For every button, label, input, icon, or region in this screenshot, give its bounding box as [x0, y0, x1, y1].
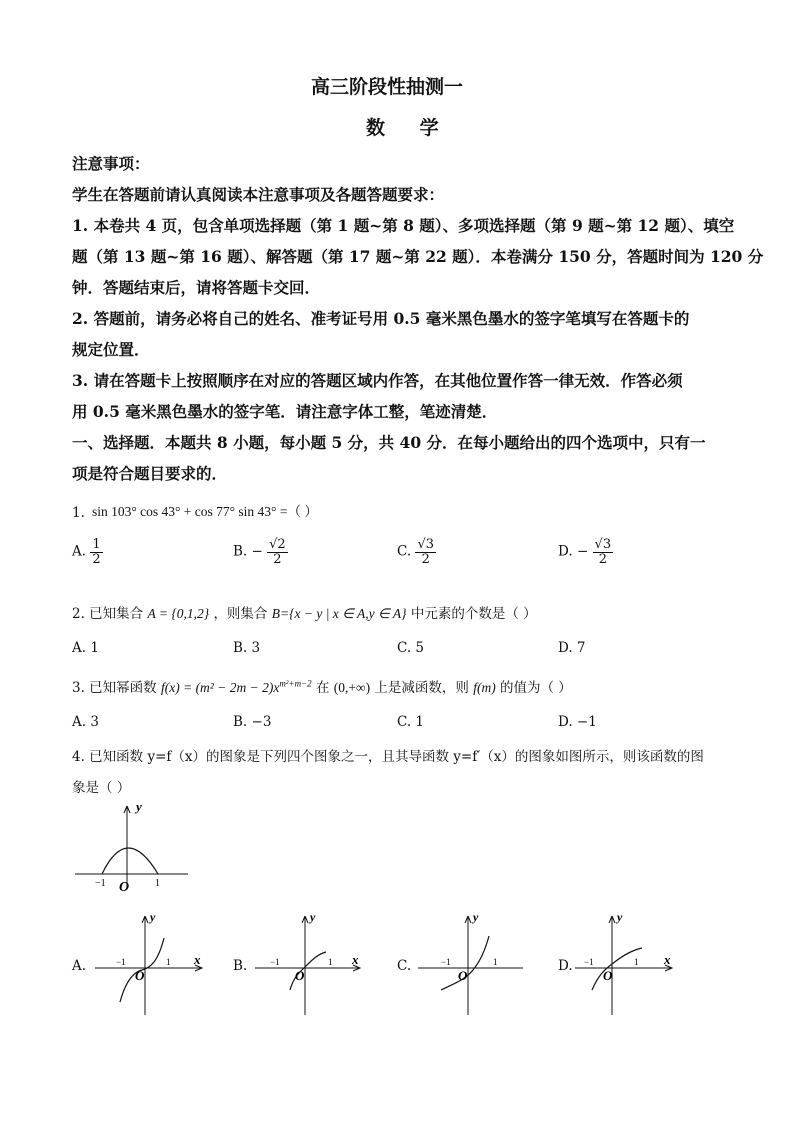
q1-option-d[interactable]	[558, 538, 613, 566]
subject-title: 数 学	[366, 117, 453, 139]
origin-label: O	[295, 968, 305, 983]
section-heading-a: 一、选择题．本题共 8 小题，每小题 5 分，共 40 分．在每小题给出的四个选项中，只有一	[72, 433, 706, 452]
q1-option-c-num: √3	[417, 537, 434, 552]
q4-option-c-label[interactable]: C.	[397, 958, 412, 974]
derivative-curve	[102, 848, 158, 874]
notice-line-3b: 用 0.5 毫米黑色墨水的签字笔．请注意字体工整，笔迹清楚．	[72, 402, 498, 421]
one-label: 1	[328, 957, 333, 967]
notice-line-1c: 钟．答题结束后，请将答题卡交回．	[72, 278, 321, 297]
q3-exponent: m²+m−2	[279, 678, 312, 689]
origin-label: O	[135, 968, 145, 983]
one-label: 1	[166, 957, 171, 967]
q4-option-b-graph[interactable]	[250, 910, 370, 1020]
origin-label: O	[603, 968, 613, 983]
q3-expression: f(x) = (m² − 2m − 2)x	[160, 680, 280, 695]
q1-option-a-label: A.	[72, 543, 87, 560]
q1-number: 1.	[72, 505, 85, 521]
q1-option-a-num: 1	[92, 537, 101, 552]
q4-option-a-label[interactable]: A.	[72, 958, 87, 974]
notice-line-3a: 3. 请在答题卡上按照顺序在对应的答题区域内作答，在其他位置作答一律无效．作答必须	[72, 371, 683, 390]
q2-stem	[72, 602, 537, 622]
q3-option-d[interactable]: D. −1	[558, 714, 597, 730]
q1-option-a[interactable]	[72, 538, 103, 566]
q4-stem-b: 象是（ ）	[72, 780, 131, 796]
q1-option-d-num: √3	[594, 537, 612, 552]
neg-one-label: −1	[584, 957, 594, 967]
q2-set-a: A = {0,1,2}	[147, 606, 210, 621]
q3-stem-d: 的值为（ ）	[500, 680, 572, 696]
q1-option-d-den: 2	[598, 551, 607, 567]
q4-option-d-graph[interactable]	[570, 910, 690, 1020]
q3-interval: (0,+∞)	[333, 680, 371, 695]
curve	[592, 948, 642, 990]
q2-stem-b: ，则集合	[213, 606, 268, 622]
notice-heading: 注意事项：	[72, 154, 150, 173]
q1-option-d-sign: −	[576, 543, 589, 560]
q4-option-b-label[interactable]: B.	[233, 958, 248, 974]
q1-option-b-label: B.	[233, 543, 248, 560]
derivative-graph	[70, 800, 200, 895]
neg-one-label: −1	[441, 957, 451, 967]
notice-intro: 学生在答题前请认真阅读本注意事项及各题答题要求：	[72, 185, 445, 204]
q2-stem-a: 2. 已知集合	[72, 606, 144, 622]
notice-line-2b: 规定位置．	[72, 340, 150, 359]
q4-option-d-label[interactable]: D.	[558, 958, 573, 974]
q3-fm: f(m)	[473, 680, 496, 695]
q1-option-b-den: 2	[273, 551, 282, 567]
y-label: y	[473, 910, 479, 924]
y-label: y	[310, 910, 316, 924]
q1-option-c-fraction	[415, 538, 436, 566]
notice-line-1b: 题（第 13 题~第 16 题）、解答题（第 17 题~第 22 题）．本卷满分 150 分，答题时间为 120 分	[72, 247, 764, 266]
origin-label: O	[458, 968, 468, 983]
q3-stem-a: 3. 已知幂函数	[72, 680, 157, 696]
y-label: y	[136, 800, 142, 814]
q4-option-c-graph[interactable]	[413, 910, 533, 1020]
q1-option-d-fraction	[593, 538, 614, 566]
q2-stem-c: 中元素的个数是（ ）	[410, 606, 537, 622]
origin-label: O	[119, 880, 130, 895]
neg-one-label: −1	[95, 878, 106, 889]
q1-option-a-den: 2	[92, 551, 101, 567]
one-label: 1	[634, 957, 639, 967]
q2-option-d[interactable]: D. 7	[558, 640, 586, 656]
q1-option-d-label: D.	[558, 543, 573, 560]
y-label: y	[617, 910, 623, 924]
q3-stem	[72, 676, 572, 696]
one-label: 1	[493, 957, 498, 967]
neg-one-label: −1	[270, 957, 280, 967]
neg-one-label: −1	[116, 957, 126, 967]
q1-option-b-num: √2	[269, 537, 286, 552]
x-label: x	[352, 952, 359, 967]
q3-option-c[interactable]: C. 1	[397, 714, 425, 730]
q3-stem-b: 在	[315, 680, 330, 696]
q3-option-a[interactable]: A. 3	[72, 714, 99, 730]
q1-option-c-den: 2	[421, 551, 430, 567]
q1-expression: sin 103° cos 43° + cos 77° sin 43° =（ ）	[92, 504, 318, 519]
q3-stem-c: 上是减函数，则	[374, 680, 469, 696]
x-label: x	[664, 952, 671, 967]
q2-option-b[interactable]: B. 3	[233, 640, 261, 656]
x-label: x	[194, 952, 201, 967]
section-heading-b: 项是符合题目要求的．	[72, 464, 228, 483]
page-title: 高三阶段性抽测一	[311, 76, 464, 98]
q1-option-c[interactable]	[397, 538, 436, 566]
q4-option-a-graph[interactable]	[90, 910, 210, 1020]
q2-option-c[interactable]: C. 5	[397, 640, 425, 656]
notice-line-1a: 1. 本卷共 4 页，包含单项选择题（第 1 题~第 8 题）、多项选择题（第 9 题~第 12 题）、填空	[72, 216, 735, 235]
q1-option-b-sign: −	[251, 543, 263, 560]
q1-option-b-fraction	[267, 538, 288, 566]
q2-set-b: B={x − y | x ∈ A,y ∈ A}	[271, 606, 407, 621]
q3-option-b[interactable]: B. −3	[233, 714, 272, 730]
one-label: 1	[155, 878, 160, 889]
q1-option-b[interactable]	[233, 538, 288, 566]
y-label: y	[150, 910, 156, 924]
q2-option-a[interactable]: A. 1	[72, 640, 99, 656]
q4-stem-a: 4. 已知函数 y=f（x）的图象是下列四个图象之一，且其导函数 y=f′（x）的图象如图所示，则该函数的图	[72, 749, 704, 765]
q1-option-a-fraction	[90, 538, 102, 566]
notice-line-2a: 2. 答题前，请务必将自己的姓名、准考证号用 0.5 毫米黑色墨水的签字笔填写在答题卡的	[72, 309, 690, 328]
q1-option-c-label: C.	[397, 543, 412, 560]
q1-stem	[92, 500, 318, 520]
